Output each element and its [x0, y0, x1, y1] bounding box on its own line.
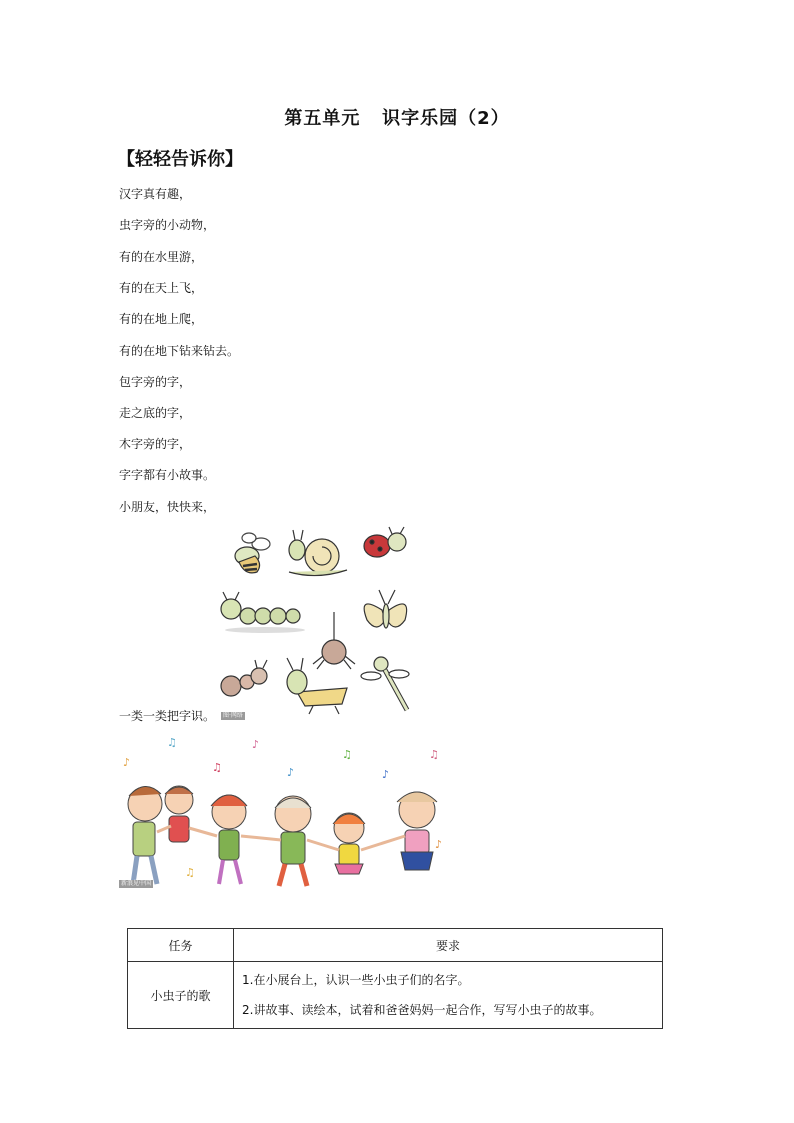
- svg-text:♫: ♫: [342, 748, 352, 761]
- svg-text:♫: ♫: [429, 748, 439, 761]
- svg-text:♪: ♪: [252, 738, 260, 751]
- insects-illustration: [217, 524, 417, 724]
- svg-text:♫: ♫: [212, 761, 222, 774]
- poem-line: 虫字旁的小动物，: [119, 218, 216, 232]
- poem-line: 有的在水里游，: [119, 250, 204, 264]
- svg-text:♪: ♪: [123, 756, 131, 769]
- table-header-task: 任务: [128, 929, 234, 962]
- poem-line: 有的在地下钻来钻去。: [119, 344, 240, 358]
- dancing-children-icon: [117, 736, 452, 894]
- section-heading: 【轻轻告诉你】: [117, 149, 243, 170]
- poem-line: 木字旁的字，: [119, 437, 192, 451]
- poem-line: 包字旁的字，: [119, 375, 192, 389]
- poem-line: 汉字真有趣，: [119, 187, 192, 201]
- poem-line: 走之底的字，: [119, 406, 192, 420]
- requirement-item: 1.在小展台上，认识一些小虫子们的名字。: [242, 973, 470, 987]
- task-table: [127, 928, 663, 1029]
- insects-illustration-icon: [217, 524, 417, 724]
- svg-text:♫: ♫: [185, 866, 195, 879]
- table-header-requirement: 要求: [234, 929, 663, 962]
- table-row: [128, 962, 663, 1029]
- svg-text:♪: ♪: [435, 838, 443, 851]
- poem-line: 字字都有小故事。: [119, 468, 216, 482]
- image-watermark: 新浪见中国: [121, 880, 152, 887]
- poem-line: 一类一类把字识。: [119, 709, 216, 723]
- task-cell: 小虫子的歌: [128, 962, 234, 1029]
- poem-line: 有的在地上爬，: [119, 312, 204, 326]
- image-watermark: 图·网络: [223, 712, 243, 719]
- table-header-row: [128, 929, 663, 962]
- svg-text:♪: ♪: [382, 768, 390, 781]
- page-title: 第五单元 识字乐园（2）: [284, 108, 510, 129]
- requirement-item: 2.讲故事、读绘本，试着和爸爸妈妈一起合作，写写小虫子的故事。: [242, 1003, 602, 1017]
- requirement-cell: [234, 962, 663, 1029]
- children-illustration: [117, 736, 452, 894]
- svg-text:♪: ♪: [287, 766, 295, 779]
- poem-line: 小朋友，快快来，: [119, 500, 216, 514]
- poem-line: 有的在天上飞，: [119, 281, 204, 295]
- svg-text:♫: ♫: [167, 736, 177, 749]
